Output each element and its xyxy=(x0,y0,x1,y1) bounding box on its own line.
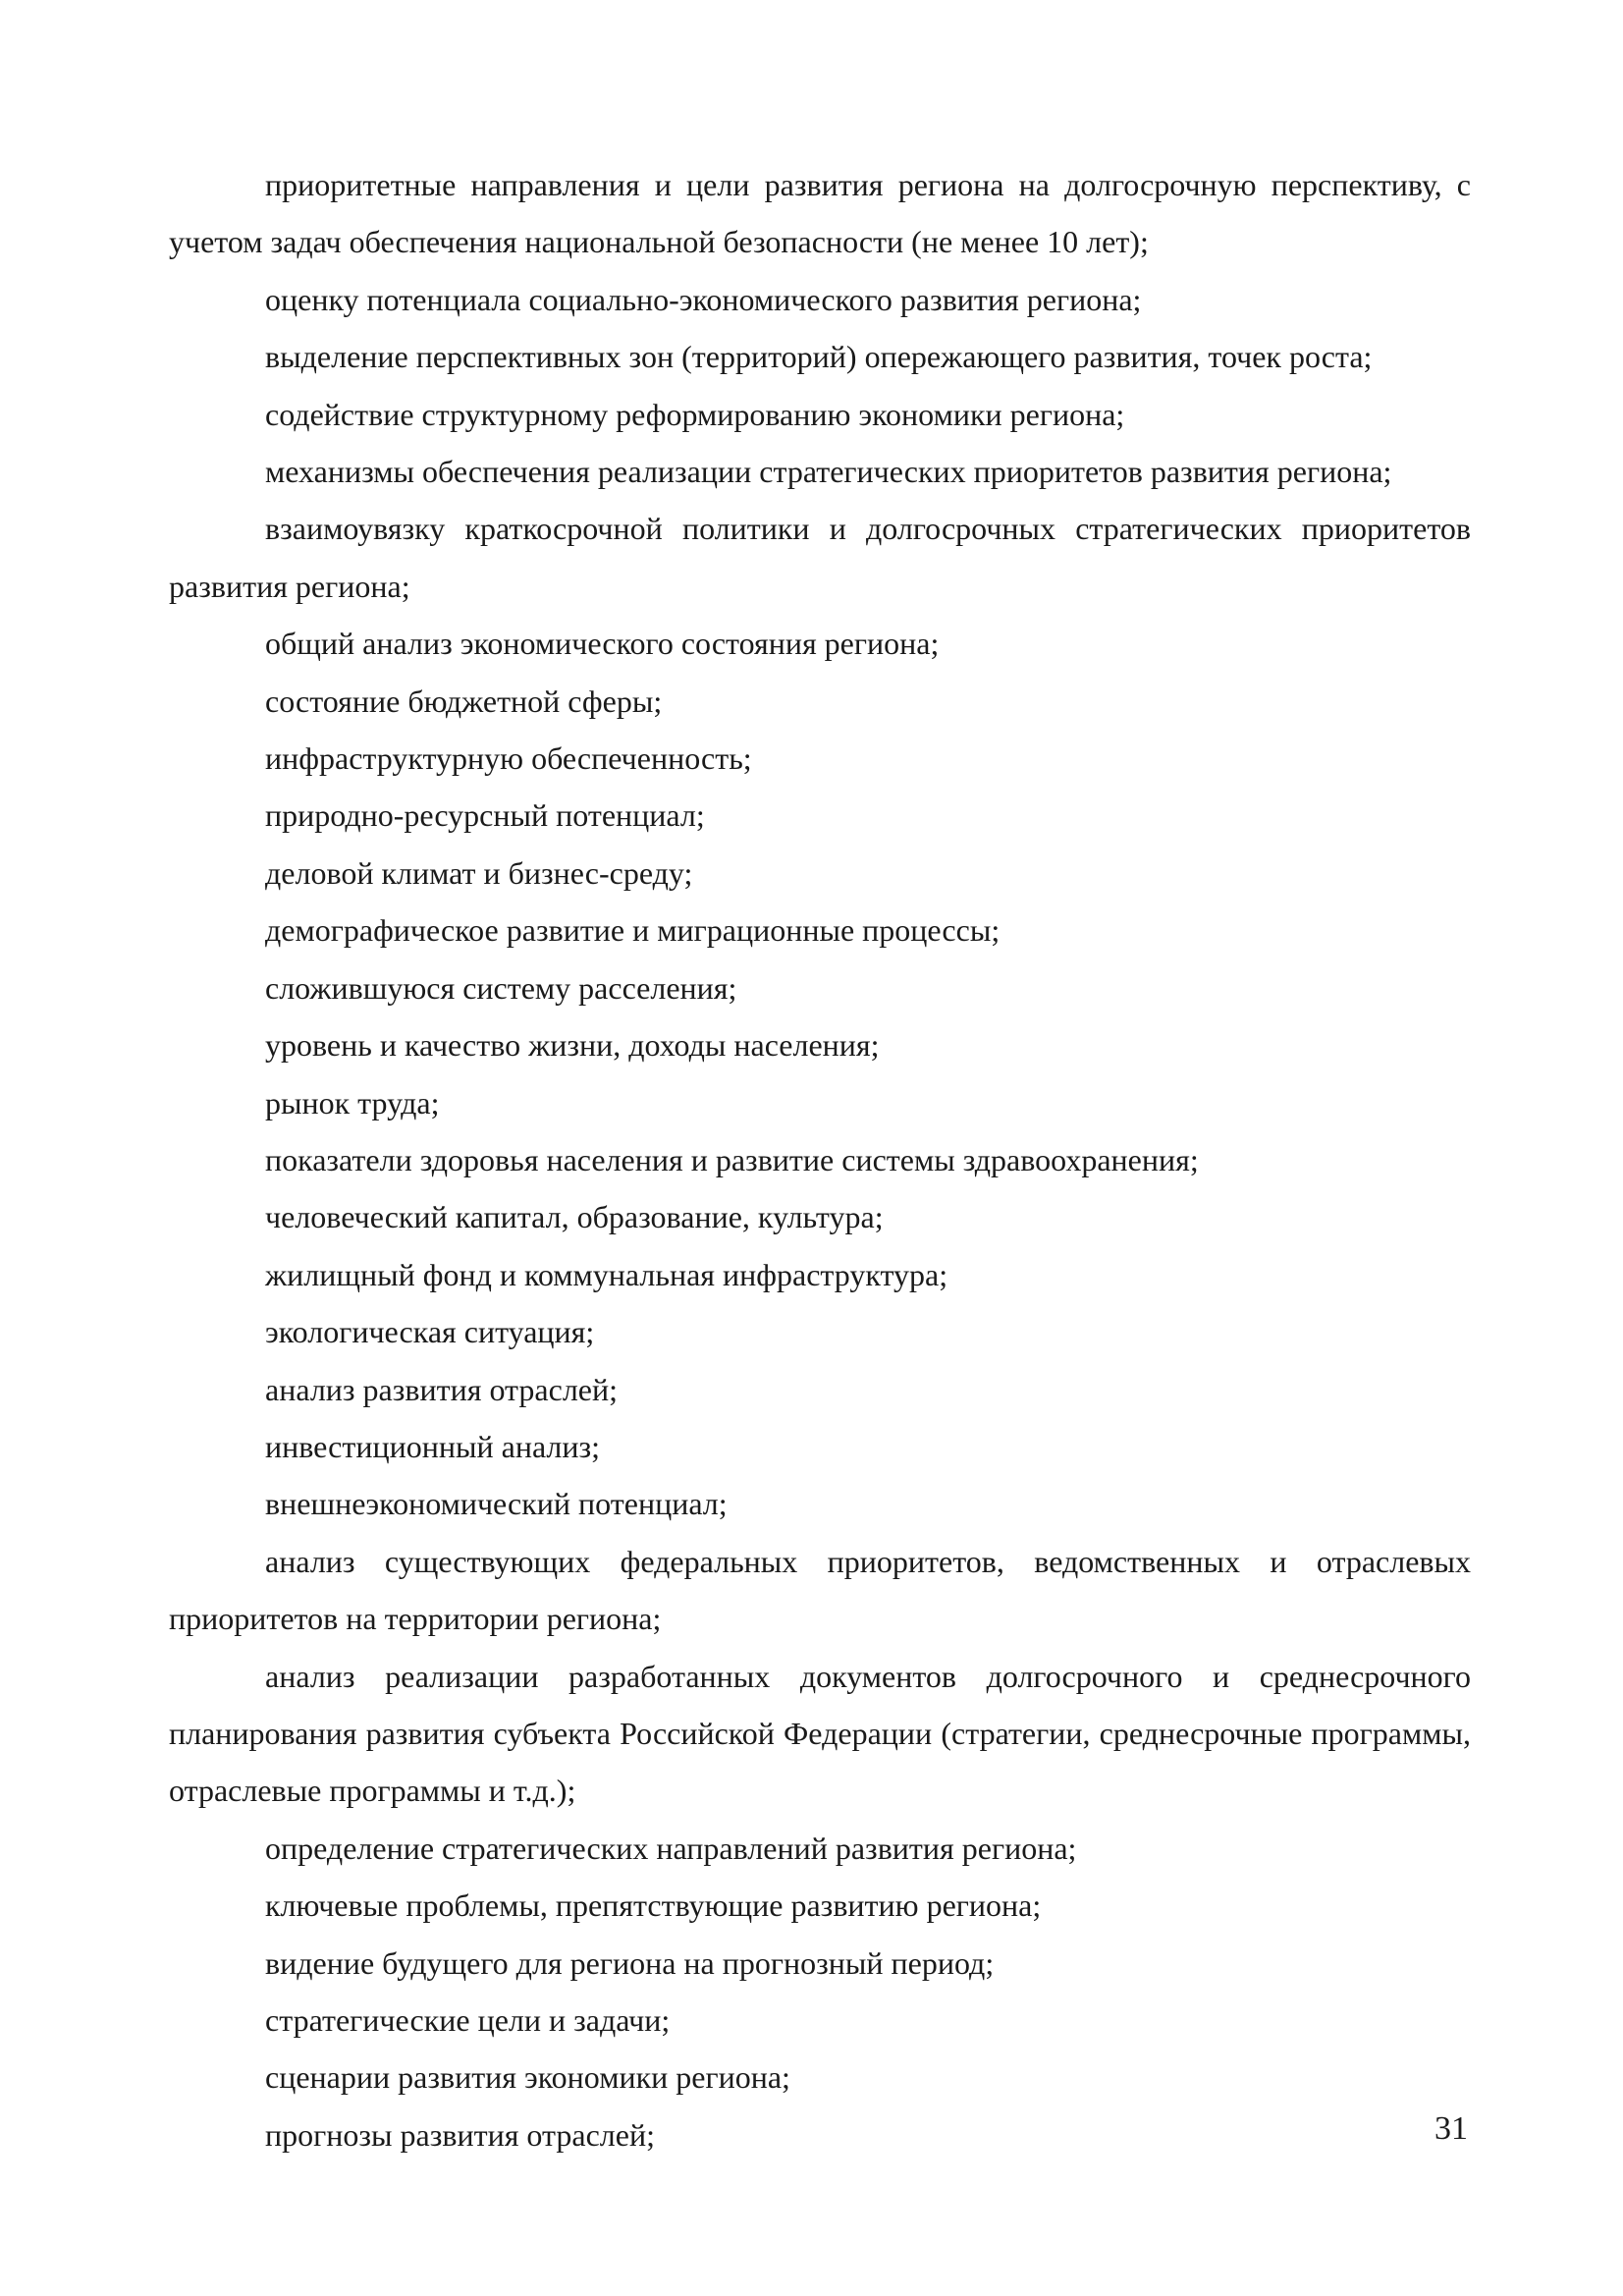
paragraph-6: взаимоувязку краткосрочной политики и долгосрочных стратегических приоритетов развития региона; xyxy=(169,511,1471,604)
paragraph-15: рынок труда; xyxy=(265,1084,440,1121)
paragraph-19: экологическая ситуация; xyxy=(265,1314,595,1350)
paragraph-28: стратегические цели и задачи; xyxy=(265,2002,671,2038)
paragraph-4: содействие структурному реформированию экономики региона; xyxy=(265,396,1125,432)
paragraph-20: анализ развития отраслей; xyxy=(265,1371,618,1407)
paragraph-24: анализ реализации разработанных документов долгосрочного и среднесрочного планирования развития субъекта Российской Федерации (стратегии, среднесрочные программы, отраслевые программы и т.д.); xyxy=(169,1658,1471,1809)
paragraph-1: приоритетные направления и цели развития региона на долгосрочную перспективу, с учетом задач обеспечения национальной безопасности (не менее 10 лет); xyxy=(169,167,1471,260)
paragraph-29: сценарии развития экономики региона; xyxy=(265,2059,790,2096)
paragraph-22: внешнеэкономический потенциал; xyxy=(265,1486,728,1522)
paragraph-25: определение стратегических направлений развития региона; xyxy=(265,1830,1077,1866)
page-number: 31 xyxy=(1434,2110,1468,2147)
paragraph-16: показатели здоровья населения и развитие системы здравоохранения; xyxy=(265,1141,1199,1177)
paragraph-14: уровень и качество жизни, доходы населения; xyxy=(265,1027,880,1064)
paragraph-27: видение будущего для региона на прогнозный период; xyxy=(265,1944,995,1981)
paragraph-21: инвестиционный анализ; xyxy=(265,1428,601,1464)
paragraph-12: демографическое развитие и миграционные процессы; xyxy=(265,912,1001,949)
paragraph-13: сложившуюся систему расселения; xyxy=(265,969,737,1006)
paragraph-23: анализ существующих федеральных приоритетов, ведомственных и отраслевых приоритетов на территории региона; xyxy=(169,1543,1471,1637)
body-text xyxy=(169,156,1471,2163)
paragraph-18: жилищный фонд и коммунальная инфраструктура; xyxy=(265,1256,948,1292)
paragraph-26: ключевые проблемы, препятствующие развитию региона; xyxy=(265,1887,1042,1924)
paragraph-3: выделение перспективных зон (территорий) опережающего развития, точек роста; xyxy=(265,339,1373,375)
paragraph-8: состояние бюджетной сферы; xyxy=(265,683,663,719)
paragraph-10: природно-ресурсный потенциал; xyxy=(265,797,705,834)
paragraph-5: механизмы обеспечения реализации стратегических приоритетов развития региона; xyxy=(265,454,1392,490)
paragraph-7: общий анализ экономического состояния региона; xyxy=(265,626,940,662)
paragraph-9: инфраструктурную обеспеченность; xyxy=(265,740,752,777)
paragraph-2: оценку потенциала социально-экономического развития региона; xyxy=(265,281,1142,317)
paragraph-30: прогнозы развития отраслей; xyxy=(265,2116,655,2153)
paragraph-17: человеческий капитал, образование, культура; xyxy=(265,1199,884,1235)
paragraph-11: деловой климат и бизнес-среду; xyxy=(265,854,693,891)
